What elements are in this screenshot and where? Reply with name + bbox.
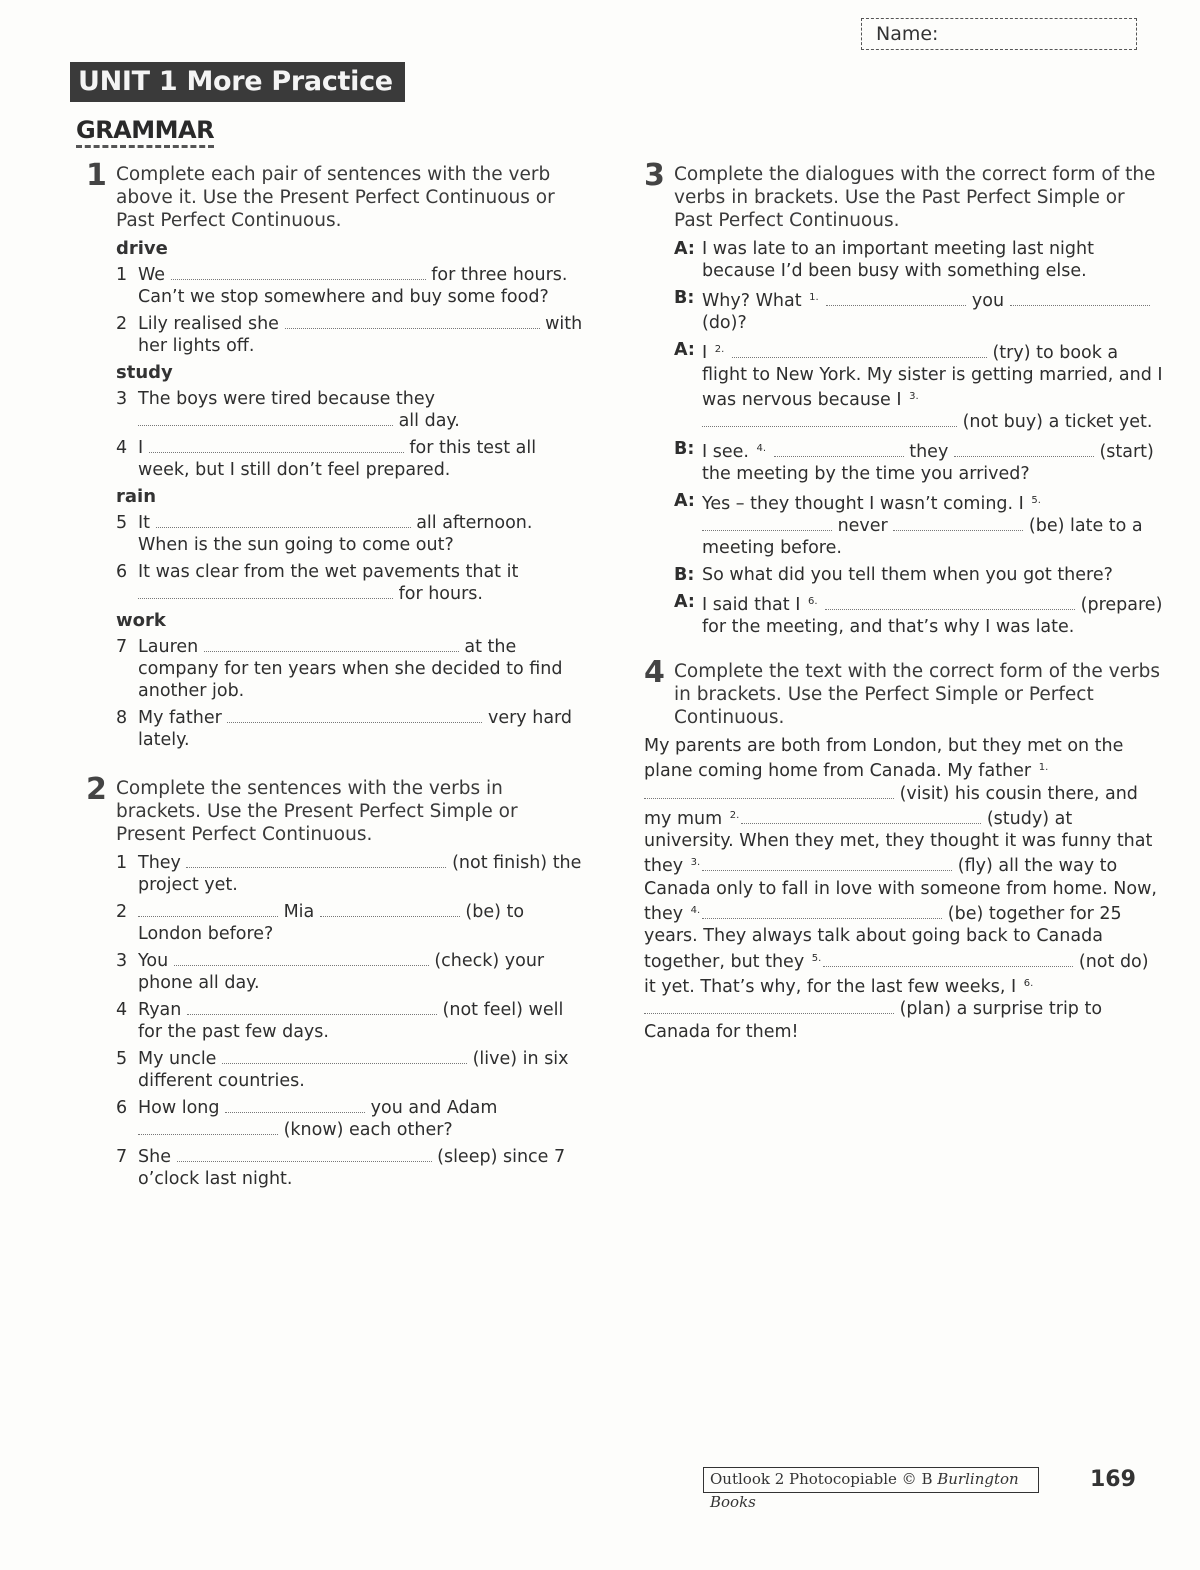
blank-number: 2.: [729, 809, 740, 821]
text-part: (visit) his cousin there, and my mum: [644, 783, 1138, 829]
blank-number: 1.: [1038, 762, 1049, 774]
answer-blank[interactable]: [171, 265, 426, 280]
item-number: 7: [116, 637, 128, 657]
exercise-item: [116, 264, 586, 308]
answer-blank[interactable]: [644, 784, 894, 799]
dialogue-text: I said that I: [702, 595, 801, 615]
answer-blank[interactable]: [222, 1049, 467, 1064]
item-text: It: [138, 513, 151, 533]
dialogue-text: So what did you tell them when you got there?: [702, 565, 1113, 585]
text-part: (not do) it yet. That’s why, for the last few weeks, I: [644, 951, 1149, 997]
answer-blank[interactable]: [225, 1098, 365, 1113]
exercise-item: [116, 388, 586, 432]
item-text: It was clear from the wet pavements that it: [138, 562, 519, 582]
blank-number: 4.: [690, 905, 701, 917]
answer-blank[interactable]: [156, 513, 411, 528]
dialogue-line: [674, 438, 1164, 485]
answer-blank[interactable]: [825, 595, 1075, 610]
item-text: The boys were tired because they: [138, 389, 435, 409]
blank-number: 6.: [1023, 977, 1034, 989]
copyright-text: Outlook 2 Photocopiable © B: [710, 1470, 933, 1488]
item-text: Lily realised she: [138, 314, 279, 334]
speaker-label: B:: [674, 439, 695, 459]
answer-blank[interactable]: [702, 516, 832, 531]
answer-blank[interactable]: [954, 442, 1094, 457]
exercise-item: [116, 901, 586, 945]
item-text: for hours.: [398, 584, 483, 604]
answer-blank[interactable]: [138, 902, 278, 917]
answer-blank[interactable]: [893, 516, 1023, 531]
blank-number: 4.: [756, 443, 767, 454]
exercise-item: [116, 999, 586, 1043]
item-text: you and Adam: [370, 1098, 498, 1118]
name-label: Name:: [876, 23, 939, 45]
item-text: (know) each other?: [283, 1120, 453, 1140]
answer-blank[interactable]: [826, 291, 966, 306]
item-text: Ryan: [138, 1000, 182, 1020]
answer-blank[interactable]: [320, 902, 460, 917]
item-number: 5: [116, 1049, 128, 1069]
item-text: Lauren: [138, 637, 199, 657]
answer-blank[interactable]: [823, 952, 1073, 967]
item-number: 8: [116, 708, 128, 728]
exercise-text: [644, 735, 1164, 1043]
dialogue-text: I see.: [702, 442, 749, 462]
answer-blank[interactable]: [149, 438, 404, 453]
item-text: They: [138, 853, 181, 873]
unit-title-banner: UNIT 1 More Practice: [70, 62, 405, 102]
item-number: 6: [116, 562, 128, 582]
verb-heading: drive: [116, 238, 168, 259]
blank-number: 3.: [909, 391, 919, 402]
right-column: [644, 158, 1164, 1061]
item-text: How long: [138, 1098, 220, 1118]
answer-blank[interactable]: [774, 442, 904, 457]
answer-blank[interactable]: [732, 343, 987, 358]
exercise-item: [116, 1048, 586, 1092]
item-text: (be) to London before?: [138, 902, 525, 944]
item-number: 1: [116, 853, 128, 873]
dialogue-line: [674, 339, 1164, 433]
dialogue-text: Yes – they thought I wasn’t coming. I: [702, 494, 1024, 514]
item-text: (not finish) the project yet.: [138, 853, 582, 895]
speaker-label: A:: [674, 491, 695, 511]
answer-blank[interactable]: [138, 584, 393, 599]
section-title: GRAMMAR: [76, 116, 214, 148]
answer-blank[interactable]: [138, 411, 393, 426]
exercise-instruction: Complete the sentences with the verbs in brackets. Use the Present Perfect Simple or Present Perfect Continuous.: [116, 778, 518, 845]
dialogue-text: I was late to an important meeting last night because I’d been busy with something else.: [702, 239, 1094, 281]
speaker-label: A:: [674, 592, 695, 612]
exercise-item: [116, 852, 586, 896]
item-text: very hard lately.: [138, 708, 573, 750]
exercise-item: [116, 707, 586, 751]
item-number: 1: [116, 265, 128, 285]
item-text: You: [138, 951, 169, 971]
speaker-label: A:: [674, 340, 695, 360]
item-text: for this test all week, but I still don’t feel prepared.: [138, 438, 537, 480]
exercise-item: [116, 512, 586, 556]
exercise-item: [116, 561, 586, 605]
speaker-label: B:: [674, 565, 695, 585]
answer-blank[interactable]: [186, 853, 446, 868]
name-field[interactable]: [861, 18, 1137, 50]
item-text: My father: [138, 708, 222, 728]
dialogue-text: (do)?: [702, 313, 747, 333]
exercise-item: [116, 636, 586, 702]
answer-blank[interactable]: [174, 951, 429, 966]
answer-blank[interactable]: [138, 1120, 278, 1135]
item-text: at the company for ten years when she decided to find another job.: [138, 637, 563, 701]
exercise-2: [86, 772, 586, 1190]
dialogue-line: [674, 287, 1164, 334]
answer-blank[interactable]: [702, 412, 957, 427]
item-number: 5: [116, 513, 128, 533]
text-part: (fly) all the way to Canada only to fall in love with someone from home. Now, they: [644, 856, 1157, 925]
exercise-item: [116, 1146, 586, 1190]
item-text: (check) your phone all day.: [138, 951, 545, 993]
verb-heading: rain: [116, 486, 157, 507]
dialogue-text: Why? What: [702, 291, 802, 311]
answer-blank[interactable]: [741, 809, 981, 824]
exercise-item: [116, 950, 586, 994]
item-number: 7: [116, 1147, 128, 1167]
item-number: 2: [116, 314, 128, 334]
exercise-4: [644, 655, 1164, 1043]
item-number: 3: [116, 389, 128, 409]
dialogue-text: (not buy) a ticket yet.: [962, 412, 1153, 432]
dialogue-text: (prepare) for the meeting, and that’s why I was late.: [702, 595, 1163, 637]
answer-blank[interactable]: [227, 708, 482, 723]
item-text: all day.: [398, 411, 460, 431]
dialogue-text: I: [702, 343, 708, 363]
dialogue-line: [674, 564, 1164, 586]
item-number: 2: [116, 902, 128, 922]
exercise-number: 2: [86, 772, 107, 807]
dialogue-text: (be) late to a meeting before.: [702, 516, 1143, 558]
dialogue-text: they: [909, 442, 949, 462]
blank-number: 1.: [809, 292, 819, 303]
exercise-item: [116, 1097, 586, 1141]
dialogue-text: you: [971, 291, 1005, 311]
item-number: 4: [116, 1000, 128, 1020]
exercise-number: 1: [86, 158, 107, 193]
dialogue-text: (start) the meeting by the time you arrived?: [702, 442, 1154, 484]
dialogue-line: [674, 591, 1164, 638]
left-column: [86, 158, 586, 1208]
item-text: all afternoon. When is the sun going to come out?: [138, 513, 533, 555]
speaker-label: A:: [674, 239, 695, 259]
item-text: She: [138, 1147, 171, 1167]
text-part: (plan) a surprise trip to Canada for them!: [644, 999, 1103, 1042]
dialogue-text: never: [837, 516, 888, 536]
answer-blank[interactable]: [644, 999, 894, 1014]
text-part: My parents are both from London, but they met on the plane coming home from Canada. My father: [644, 736, 1124, 782]
answer-blank[interactable]: [285, 314, 540, 329]
item-number: 4: [116, 438, 128, 458]
publisher-name: Burlington Books: [710, 1470, 1019, 1511]
answer-blank[interactable]: [702, 856, 952, 871]
blank-number: 3.: [690, 857, 701, 869]
item-number: 3: [116, 951, 128, 971]
exercise-number: 4: [644, 655, 665, 690]
item-text: for three hours. Can’t we stop somewhere and buy some food?: [138, 265, 568, 307]
exercise-instruction: Complete the dialogues with the correct form of the verbs in brackets. Use the Past Perfect Simple or Past Perfect Continuous.: [674, 164, 1156, 231]
page-number: 169: [1090, 1467, 1136, 1492]
blank-number: 5.: [1031, 495, 1041, 506]
exercise-instruction: Complete the text with the correct form of the verbs in brackets. Use the Perfect Simple or Perfect Continuous.: [674, 661, 1160, 728]
exercise-3: [644, 158, 1164, 638]
text-part: (be) together for 25 years. They always talk about going back to Canada together, but they: [644, 904, 1122, 972]
item-text: (not feel) well for the past few days.: [138, 1000, 564, 1042]
item-text: (live) in six different countries.: [138, 1049, 569, 1091]
item-text: I: [138, 438, 144, 458]
item-number: 6: [116, 1098, 128, 1118]
answer-blank[interactable]: [187, 1000, 437, 1015]
answer-blank[interactable]: [702, 904, 942, 919]
exercise-number: 3: [644, 158, 665, 193]
exercise-1: [86, 158, 586, 751]
dialogue-text: (try) to book a flight to New York. My sister is getting married, and I was nervous because I: [702, 343, 1163, 410]
exercise-item: [116, 437, 586, 481]
blank-number: 2.: [714, 344, 725, 355]
exercise-instruction: Complete each pair of sentences with the verb above it. Use the Present Perfect Continuous or Past Perfect Continuous.: [116, 164, 555, 231]
copyright-box: [703, 1467, 1039, 1511]
answer-blank[interactable]: [1010, 291, 1150, 306]
verb-heading: work: [116, 610, 166, 631]
speaker-label: B:: [674, 288, 695, 308]
item-text: We: [138, 265, 166, 285]
blank-number: 5.: [811, 952, 822, 964]
blank-number: 6.: [807, 596, 818, 607]
exercise-item: [116, 313, 586, 357]
item-text: (sleep) since 7 o’clock last night.: [138, 1147, 566, 1189]
dialogue-line: [674, 490, 1164, 559]
dialogue-line: [674, 238, 1164, 282]
answer-blank[interactable]: [204, 637, 459, 652]
text-part: (study) at university. When they met, they thought it was funny that they: [644, 808, 1153, 877]
answer-blank[interactable]: [177, 1147, 432, 1162]
item-text: My uncle: [138, 1049, 217, 1069]
item-text: with her lights off.: [138, 314, 583, 356]
item-text: Mia: [283, 902, 315, 922]
verb-heading: study: [116, 362, 173, 383]
